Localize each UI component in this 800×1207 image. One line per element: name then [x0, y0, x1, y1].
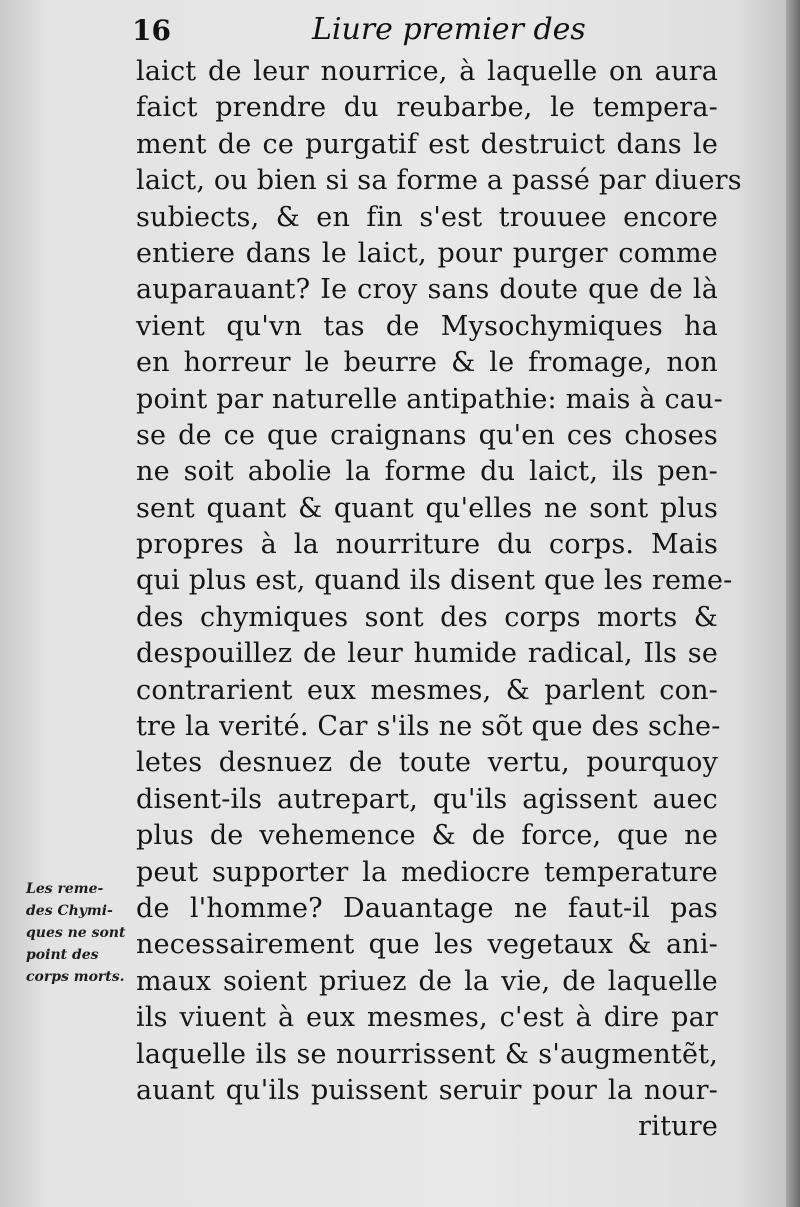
text-line: propres à la nourriture du corps. Mais: [136, 529, 718, 561]
text-line: ils viuent à eux mesmes, c'est à dire par: [136, 1002, 718, 1034]
margin-note-line: des Chymi-: [26, 903, 113, 919]
text-line: subiects, & en fin s'est trouuee encore: [136, 201, 718, 233]
text-line: necessairement que les vegetaux & ani-: [136, 929, 718, 961]
margin-note-line: corps morts.: [26, 969, 125, 985]
body-text: [136, 54, 742, 1146]
margin-note-line: ques ne sont: [26, 925, 126, 941]
text-line: sent quant & quant qu'elles ne sont plus: [136, 492, 718, 524]
page-number: 16: [132, 14, 171, 47]
text-line: plus de vehemence & de force, que ne: [136, 820, 718, 852]
page-header: [132, 8, 692, 50]
text-line: laict de leur nourrice, à laquelle on aura: [136, 56, 718, 87]
text-line: contrarient eux mesmes, & parlent con-: [136, 674, 718, 706]
text-line: despouillez de leur humide radical, Ils se: [136, 638, 718, 670]
text-line: qui plus est, quand ils disent que les reme-: [136, 565, 733, 597]
running-head: Liure premier des: [312, 12, 586, 47]
text-line: laict, ou bien si sa forme a passé par diuers: [136, 165, 742, 197]
text-line: letes desnuez de toute vertu, pourquoy: [136, 747, 718, 779]
catchword: riture: [638, 1111, 718, 1143]
text-line: auant qu'ils puissent seruir pour la nour-: [136, 1074, 718, 1106]
text-line: en horreur le beurre & le fromage, non: [136, 347, 718, 379]
margin-note-line: point des: [26, 947, 99, 963]
text-line: peut supporter la mediocre temperature: [136, 856, 718, 888]
page-edge-shadow: [786, 0, 800, 1207]
text-line: faict prendre du reubarbe, le tempera-: [136, 92, 718, 124]
text-line: vient qu'vn tas de Mysochymiques ha: [136, 310, 718, 342]
text-line: maux soient priuez de la vie, de laquelle: [136, 965, 718, 997]
text-line: disent-ils autrepart, qu'ils agissent auec: [136, 783, 718, 815]
margin-note-line: Les reme-: [26, 881, 104, 897]
text-line: de l'homme? Dauantage ne faut-il pas: [136, 892, 718, 924]
text-line: laquelle ils se nourrissent & s'augmentẽt,: [136, 1038, 718, 1070]
text-line: auparauant? Ie croy sans doute que de là: [136, 274, 718, 306]
margin-note: [26, 878, 144, 988]
text-line: se de ce que craignans qu'en ces choses: [136, 419, 718, 451]
text-line: ment de ce purgatif est destruict dans le: [136, 128, 718, 160]
text-line: tre la verité. Car s'ils ne sõt que des sche-: [136, 711, 721, 743]
text-line: ne soit abolie la forme du laict, ils pen-: [136, 456, 718, 488]
text-line: entiere dans le laict, pour purger comme: [136, 237, 718, 269]
text-line: point par naturelle antipathie: mais à cau-: [136, 383, 723, 415]
text-line: des chymiques sont des corps morts &: [136, 601, 718, 633]
